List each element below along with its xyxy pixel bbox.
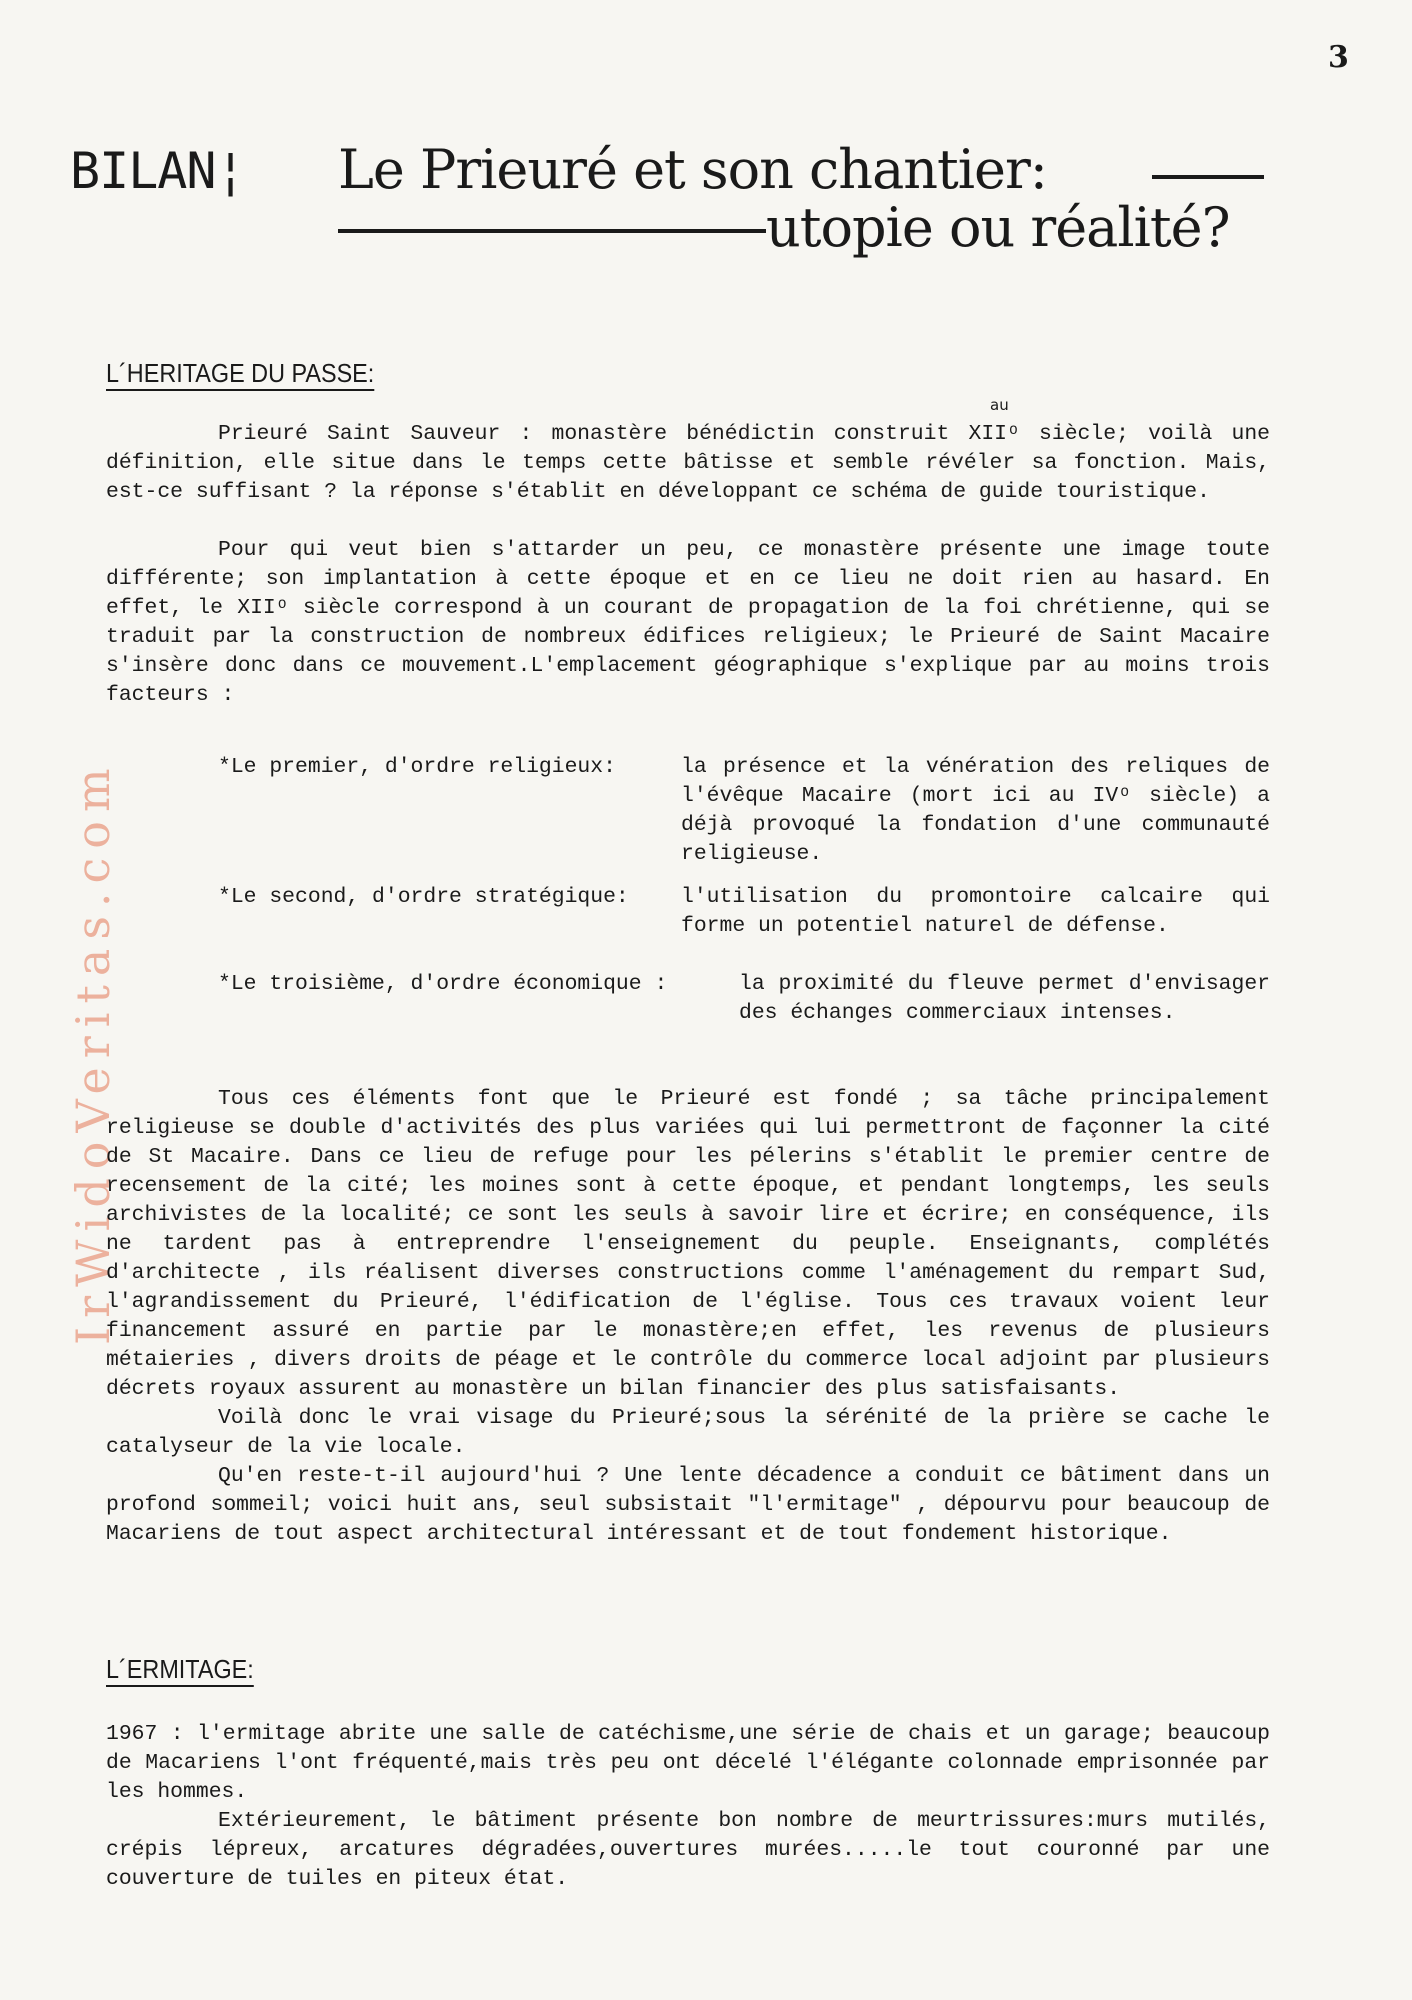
factor-text: la présence et la vénération des reliques de l'évêque Macaire (mort ici au IVᵒ siècle) a déjà provoqué la fondation d'une communauté religieuse. (681, 755, 1270, 866)
heritage-conclusion (106, 1085, 1270, 1549)
title-line-1: Le Prieuré et son chantier: (338, 138, 1047, 201)
factor-label: *Le premier, d'ordre religieux: (218, 755, 616, 779)
watermark: IrWidoVeritas.com (66, 759, 120, 1345)
title-line-2: utopie ou réalité? (766, 196, 1230, 259)
factor-label: *Le second, d'ordre stratégique: (218, 885, 629, 909)
title-dash-right (1152, 175, 1264, 179)
paragraph: 1967 : l'ermitage abrite une salle de catéchisme,une série de chais et un garage; beaucoup de Macariens l'ont fréquenté,mais très peu ont décelé l'élégante colonnade emprisonnée par les hommes. (106, 1722, 1270, 1804)
section-heading-ermitage: L´ERMITAGE: (106, 1654, 254, 1684)
factor-text: la proximité du fleuve permet d'envisager des échanges commerciaux intenses. (739, 972, 1270, 1025)
heritage-intro (106, 420, 1270, 710)
factor-text: l'utilisation du promontoire calcaire qui forme un potentiel naturel de défense. (681, 885, 1270, 938)
title-prefix: BILAN¦ (70, 142, 245, 200)
paragraph: Prieuré Saint Sauveur : monastère bénédictin construit XIIᵒ siècle; voilà une définition, elle situe dans le temps cette bâtisse et semble révéler sa fonction. Mais, est-ce suffisant ? la réponse s'établit en développant ce schéma de guide touristique. (106, 422, 1270, 504)
handwritten-annotation: au (990, 396, 1009, 414)
paragraph: Qu'en reste-t-il aujourd'hui ? Une lente décadence a conduit ce bâtiment dans un profond sommeil; voici huit ans, seul subsistait "l'ermitage" , dépourvu pour beaucoup de Macariens de tout aspect architectural intéressant et de tout fondement historique. (106, 1464, 1270, 1546)
title-dash-left (338, 229, 766, 233)
section-heading-heritage: L´HERITAGE DU PASSE: (106, 358, 375, 388)
factor-label: *Le troisième, d'ordre économique : (218, 972, 668, 996)
paragraph: Extérieurement, le bâtiment présente bon nombre de meurtrissures:murs mutilés, crépis lépreux, arcatures dégradées,ouvertures murées.....le tout couronné par une couverture de tuiles en piteux état. (106, 1809, 1270, 1891)
paragraph: Tous ces éléments font que le Prieuré est fondé ; sa tâche principalement religieuse se double d'activités des plus variées qui lui permettront de façonner la cité de St Macaire. Dans ce lieu de refuge pour les pélerins s'établit le premier centre de recensement de la cité; les moines sont à cette époque, et pendant longtemps, les seuls archivistes de la localité; ce sont les seuls à savoir lire et écrire; en conséquence, ils ne tardent pas à entreprendre l'enseignement du peuple. Enseignants, complétés d'architecte , ils réalisent diverses constructions comme l'aménagement du rempart Sud, l'agrandissement du Prieuré, l'édification de l'église. Tous ces travaux voient leur financement assuré en partie par le monastère;en effet, les revenus de plusieurs métaieries , divers droits de péage et le contrôle du commerce local adjoint par plusieurs décrets royaux assurent au monastère un bilan financier des plus satisfaisants. (106, 1087, 1270, 1401)
paragraph: Pour qui veut bien s'attarder un peu, ce monastère présente une image toute différente; son implantation à cette époque et en ce lieu ne doit rien au hasard. En effet, le XIIᵒ siècle correspond à un courant de propagation de la foi chrétienne, qui se traduit par la construction de nombreux édifices religieux; le Prieuré de Saint Macaire s'insère donc dans ce mouvement.L'emplacement géographique s'explique par au moins trois facteurs : (106, 538, 1270, 707)
ermitage-text (106, 1720, 1270, 1894)
page-number: 3 (1328, 40, 1349, 75)
paragraph: Voilà donc le vrai visage du Prieuré;sous la sérénité de la prière se cache le catalyseur de la vie locale. (106, 1406, 1270, 1459)
